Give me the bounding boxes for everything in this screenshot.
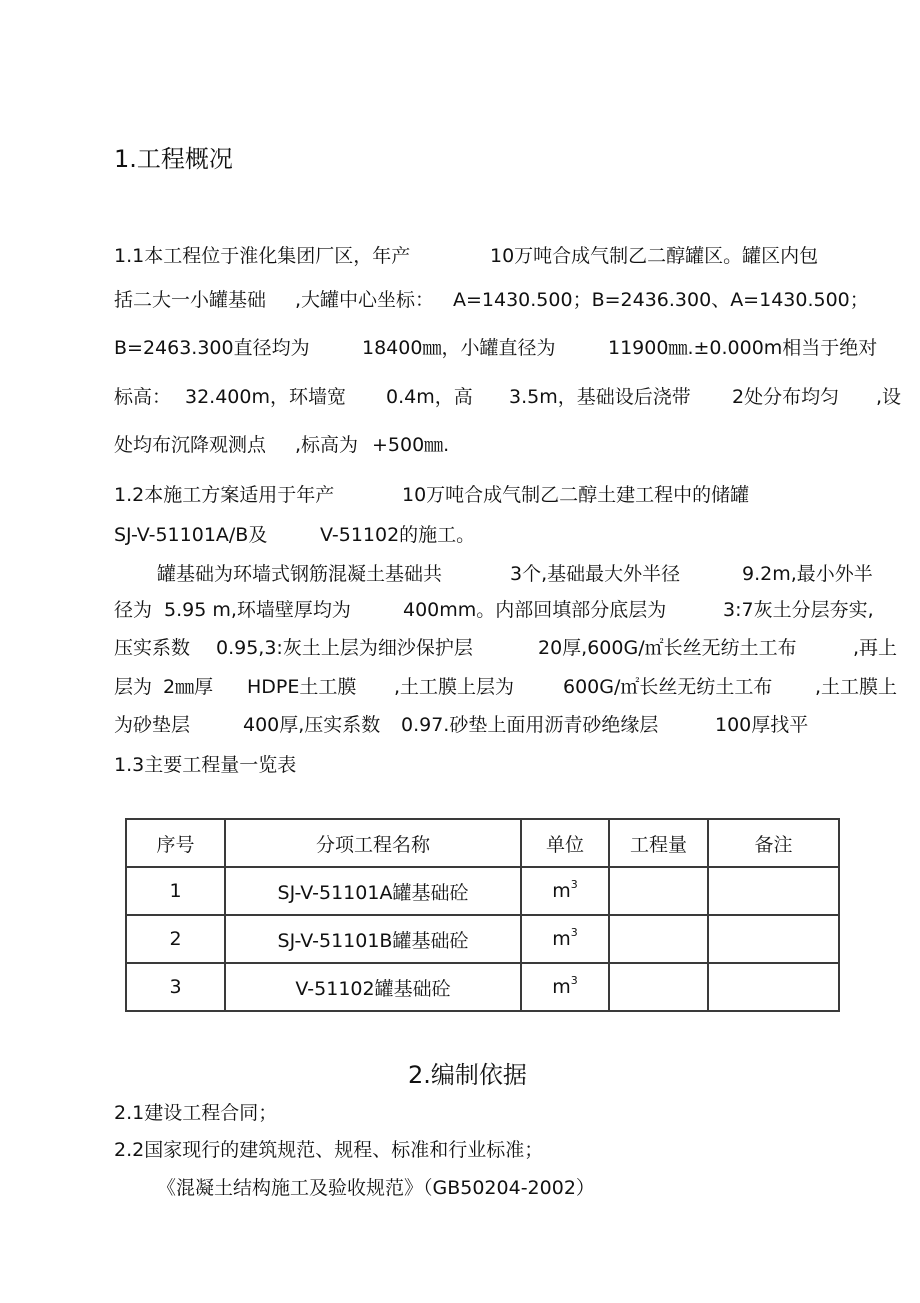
reference-item: 《混凝土结构施工及验收规范》（GB50204-2002）: [157, 1177, 595, 1199]
text-line: ,设: [876, 386, 902, 408]
text-line: V-51102的施工。: [320, 524, 476, 546]
cell-no: 2: [126, 915, 225, 963]
unit-text: m: [552, 880, 571, 902]
subheading-1-3: 1.3主要工程量一览表: [114, 754, 297, 776]
section-2-title: 2.编制依据: [408, 1061, 527, 1089]
text-line: B=2463.300直径均为: [114, 337, 310, 359]
text-line: 600G/㎡长丝无纺土工布: [563, 676, 773, 698]
text-line: 32.400m，环墙宽: [185, 386, 346, 408]
text-line: ,再上: [853, 637, 898, 659]
text-line: 0.97.砂垫上面用沥青砂绝缘层: [401, 714, 659, 736]
text-line: 400厚,压实系数: [243, 714, 381, 736]
text-line: SJ-V-51101A/B及: [114, 524, 268, 546]
text-line: 400mm。内部回填部分底层为: [403, 599, 667, 621]
unit-text: m: [552, 928, 571, 950]
text-line: ,土工膜上: [815, 676, 898, 698]
text-line: HDPE土工膜: [247, 676, 357, 698]
unit-superscript: 3: [570, 974, 578, 987]
text-line: 2处分布均匀: [732, 386, 840, 408]
cell-qty: [609, 867, 708, 915]
text-line: 100厚找平: [715, 714, 809, 736]
text-line: 9.2m,最小外半: [742, 563, 873, 585]
text-line: 为砂垫层: [114, 714, 191, 736]
text-line: 3.5m，基础设后浇带: [509, 386, 691, 408]
quantity-table: [125, 818, 840, 1012]
text-line: 1.2本施工方案适用于年产: [114, 484, 335, 506]
text-line: ,大罐中心坐标：: [295, 289, 435, 311]
table-row: [126, 963, 839, 1011]
text-line: +500㎜.: [372, 434, 450, 456]
section-1-title: 1.工程概况: [114, 145, 233, 173]
text-line: 10万吨合成气制乙二醇土建工程中的储罐: [402, 484, 750, 506]
text-line: 标高：: [114, 386, 172, 408]
text-line: 0.4m，高: [386, 386, 473, 408]
text-line: 0.95,3:灰土上层为细沙保护层: [216, 637, 473, 659]
cell-note: [708, 867, 839, 915]
text-line: 3个,基础最大外半径: [510, 563, 681, 585]
text-line: 径为: [114, 599, 153, 621]
text-line: 压实系数: [114, 637, 191, 659]
cell-note: [708, 963, 839, 1011]
unit-superscript: 3: [570, 878, 578, 891]
header-cell: 备注: [708, 819, 839, 867]
cell-no: 3: [126, 963, 225, 1011]
text-line: 3:7灰土分层夯实,: [723, 599, 874, 621]
table-header-row: [126, 819, 839, 867]
cell-name: SJ-V-51101A罐基础砼: [225, 867, 521, 915]
text-line: A=1430.500；B=2436.300、A=1430.500；: [453, 289, 869, 311]
cell-no: 1: [126, 867, 225, 915]
text-line: 10万吨合成气制乙二醇罐区。罐区内包: [490, 245, 819, 267]
text-line: 1.1本工程位于淮化集团厂区，年产: [114, 245, 411, 267]
text-line: 2㎜厚: [163, 676, 214, 698]
paragraph-2-2: 2.2国家现行的建筑规范、规程、标准和行业标准；: [114, 1139, 544, 1161]
cell-name: V-51102罐基础砼: [225, 963, 521, 1011]
header-cell: 单位: [521, 819, 609, 867]
table-row: [126, 867, 839, 915]
unit-superscript: 3: [570, 926, 578, 939]
text-line: 处均布沉降观测点: [114, 434, 267, 456]
cell-note: [708, 915, 839, 963]
table-row: [126, 915, 839, 963]
text-line: 罐基础为环墙式钢筋混凝土基础共: [157, 563, 443, 585]
cell-unit: [521, 915, 609, 963]
text-line: ,标高为: [295, 434, 359, 456]
cell-qty: [609, 915, 708, 963]
text-line: 20厚,600G/㎡长丝无纺土工布: [538, 637, 797, 659]
cell-unit: [521, 963, 609, 1011]
text-line: 18400㎜，小罐直径为: [362, 337, 556, 359]
header-cell: 分项工程名称: [225, 819, 521, 867]
text-line: ,土工膜上层为: [394, 676, 515, 698]
text-line: 括二大一小罐基础: [114, 289, 267, 311]
cell-qty: [609, 963, 708, 1011]
header-cell: 序号: [126, 819, 225, 867]
cell-unit: [521, 867, 609, 915]
cell-name: SJ-V-51101B罐基础砼: [225, 915, 521, 963]
text-line: 层为: [114, 676, 153, 698]
unit-text: m: [552, 976, 571, 998]
text-line: 11900㎜.±0.000m相当于绝对: [608, 337, 878, 359]
header-cell: 工程量: [609, 819, 708, 867]
text-line: 5.95 m,环墙壁厚均为: [164, 599, 351, 621]
paragraph-2-1: 2.1建设工程合同；: [114, 1102, 278, 1124]
